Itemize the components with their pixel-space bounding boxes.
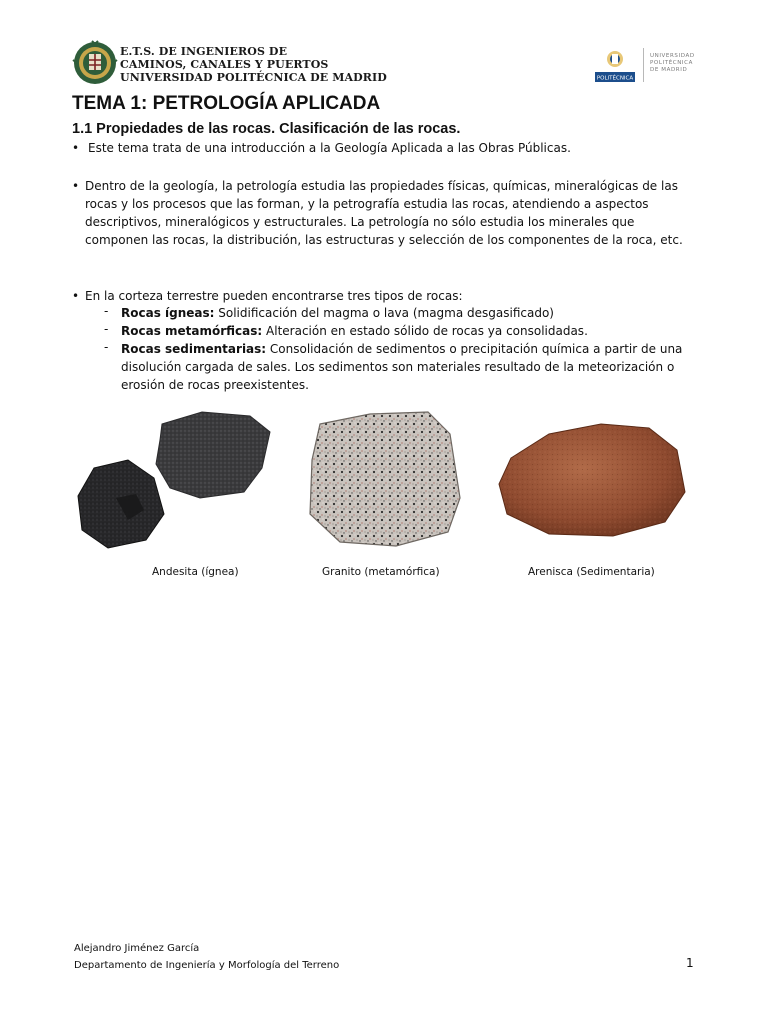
andesite-image: [72, 406, 278, 554]
rock-type-item: [104, 340, 694, 394]
rock-type-description: Solidificación del magma o lava (magma desgasificado): [214, 306, 554, 320]
section-subtitle: 1.1 Propiedades de las rocas. Clasificación de las rocas.: [72, 121, 461, 137]
rock-type-item: [104, 304, 694, 322]
rock-type-description: Alteración en estado sólido de rocas ya consolidadas.: [262, 324, 588, 338]
paragraph-text: Dentro de la geología, la petrología estudia las propiedades físicas, químicas, mineralógicas de las rocas y los procesos que las forman, y la petrografía estudia las rocas, atendiendo a aspectos descriptivos, mineralógicos y estructurales. La petrología no sólo estudia los minerales que componen las rocas, la distribución, las estructuras y selección de los componentes de la roca, etc.: [85, 179, 683, 247]
dash-marker: -: [104, 340, 109, 354]
upm-logo-label: POLITÉCNICA: [596, 75, 634, 82]
paragraph-text: En la corteza terrestre pueden encontrarse tres tipos de rocas:: [85, 289, 463, 303]
sandstone-image: [489, 406, 697, 554]
bullet-marker: •: [72, 289, 80, 303]
page-title: TEMA 1: PETROLOGÍA APLICADA: [72, 93, 381, 114]
school-name-line: UNIVERSIDAD POLITÉCNICA DE MADRID: [120, 71, 387, 84]
upm-name-line: UNIVERSIDAD: [650, 53, 695, 59]
dash-marker: -: [104, 304, 109, 318]
rock-type-term: Rocas metamórficas:: [121, 324, 263, 338]
image-caption: Andesita (ígnea): [152, 566, 239, 578]
footer: [74, 940, 339, 974]
school-crest-logo: [72, 40, 118, 86]
upm-logo: [592, 48, 638, 84]
upm-name-line: POLITÉCNICA: [650, 60, 693, 66]
school-name-line: E.T.S. DE INGENIEROS DE: [120, 45, 288, 58]
rock-type-description: Consolidación de sedimentos o precipitación química a partir de una disolución cargada de sales. Los sedimentos son materiales resultado de la meteorización o erosión de rocas preexistentes.: [121, 342, 683, 392]
bullet-marker: •: [72, 179, 80, 193]
paragraph-text: Este tema trata de una introducción a la Geología Aplicada a las Obras Públicas.: [88, 141, 571, 155]
school-name-line: CAMINOS, CANALES Y PUERTOS: [120, 58, 329, 71]
footer-author: Alejandro Jiménez García: [74, 943, 200, 954]
bullet-marker: •: [72, 141, 80, 155]
upm-name-line: DE MADRID: [650, 67, 688, 73]
bullet-paragraph: [72, 177, 692, 249]
logo-divider: [643, 48, 644, 82]
rock-type-term: Rocas ígneas:: [121, 306, 215, 320]
school-name: [120, 45, 387, 84]
footer-department: Departamento de Ingeniería y Morfología del Terreno: [74, 960, 340, 971]
rock-type-item: [104, 322, 694, 340]
granite-image: [300, 406, 468, 554]
rock-type-term: Rocas sedimentarias:: [121, 342, 267, 356]
image-caption: Granito (metamórfica): [322, 566, 440, 578]
dash-marker: -: [104, 322, 109, 336]
upm-name: [650, 53, 695, 74]
page-number: 1: [686, 956, 694, 970]
bullet-paragraph: [72, 287, 692, 305]
image-caption: Arenisca (Sedimentaria): [528, 566, 655, 578]
bullet-paragraph: [72, 139, 692, 157]
